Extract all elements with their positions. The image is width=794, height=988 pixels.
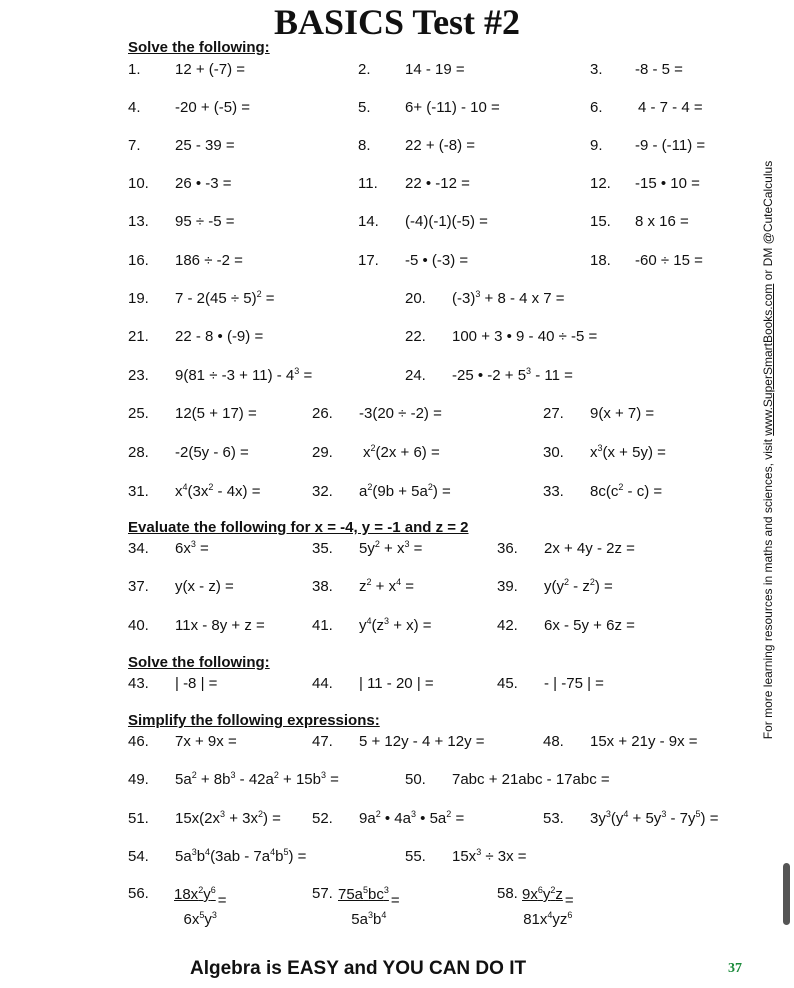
problem-number: 48.: [543, 733, 564, 750]
problem-number: 35.: [312, 540, 333, 557]
problem-number: 15.: [590, 213, 611, 230]
problem-number: 42.: [497, 617, 518, 634]
problem-expression: -2(5y - 6) =: [175, 444, 249, 461]
fraction-numerator: $9x^6y^2z$: [522, 885, 563, 903]
problem-expression: -9 - (-11) =: [635, 137, 706, 154]
problem-number: 49.: [128, 771, 149, 788]
problem-number: 24.: [405, 367, 426, 384]
problem-number: 54.: [128, 848, 149, 865]
problem-number: 38.: [312, 578, 333, 595]
problem-number: 55.: [405, 848, 426, 865]
problem-number: 26.: [312, 405, 333, 422]
problem-number: 50.: [405, 771, 426, 788]
problem-expression: 6+ (-11) - 10 =: [405, 99, 500, 116]
problem-number: 34.: [128, 540, 149, 557]
problem-number: 44.: [312, 675, 333, 692]
problem-expression: 14 - 19 =: [405, 61, 465, 78]
problem-number: 7.: [128, 137, 141, 154]
page-number: 37: [728, 961, 742, 976]
problem-expression: 12(5 + 17) =: [175, 405, 257, 422]
problem-expression: $5a^2 + 8b^3 - 42a^2 + 15b^3$ =: [175, 770, 339, 788]
problem-number: 39.: [497, 578, 518, 595]
problem-expression: - | -75 | =: [544, 675, 604, 692]
problem-expression: 7abc + 21abc - 17abc =: [452, 771, 610, 788]
problem-number: 47.: [312, 733, 333, 750]
problem-expression: 22 + (-8) =: [405, 137, 476, 154]
problem-number: 52.: [312, 810, 333, 827]
fraction-denominator: $5a^3b^4$: [351, 910, 387, 928]
problem-expression: $a^2(9b + 5a^2)$ =: [359, 482, 451, 500]
problem-expression: $z^2 + x^4$ =: [359, 577, 415, 595]
problem-number: 53.: [543, 810, 564, 827]
problem-expression: $(-3)^3 + 8 - 4$ x 7 =: [452, 289, 565, 307]
fraction-expression: [338, 885, 400, 929]
problem-number: 57.: [312, 885, 333, 902]
fraction-expression: [522, 885, 574, 929]
section-heading: Solve the following:: [128, 39, 270, 56]
problem-number: 27.: [543, 405, 564, 422]
problem-number: 56.: [128, 885, 149, 902]
problem-expression: -3(20 ÷ -2) =: [359, 405, 442, 422]
problem-number: 10.: [128, 175, 149, 192]
problem-expression: $8c(c^2 - c)$ =: [590, 482, 663, 500]
problem-expression: 12 + (-7) =: [175, 61, 246, 78]
problem-expression: $9(81 \div -3 + 11) - 4^3$ =: [175, 366, 313, 384]
problem-expression: $y^4(z^3 + x)$ =: [359, 616, 432, 634]
problem-expression: $3y^3(y^4 + 5y^3 - 7y^5)$ =: [590, 809, 719, 827]
problem-number: 28.: [128, 444, 149, 461]
section-heading: Solve the following:: [128, 654, 270, 671]
problem-expression: 25 - 39 =: [175, 137, 235, 154]
problem-number: 30.: [543, 444, 564, 461]
problem-expression: 100 + 3 • 9 - 40 ÷ -5 =: [452, 328, 598, 345]
problem-expression: $x^2(2x + 6)$ =: [363, 443, 440, 461]
problem-number: 19.: [128, 290, 149, 307]
problem-expression: -60 ÷ 15 =: [635, 252, 703, 269]
problem-expression: 5 + 12y - 4 + 12y =: [359, 733, 485, 750]
problem-number: 12.: [590, 175, 611, 192]
problem-expression: $y(y^2 - z^2)$ =: [544, 577, 613, 595]
problem-expression: (-4)(-1)(-5) =: [405, 213, 488, 230]
fraction-numerator: $18x^2y^6$: [174, 885, 216, 903]
problem-expression: 4 - 7 - 4 =: [638, 99, 703, 116]
problem-expression: $15x^3 \div 3x$ =: [452, 847, 527, 865]
problem-number: 17.: [358, 252, 379, 269]
problem-number: 5.: [358, 99, 371, 116]
problem-expression: -20 + (-5) =: [175, 99, 251, 116]
problem-number: 29.: [312, 444, 333, 461]
equals-sign: =: [564, 892, 574, 909]
fraction-expression: [174, 885, 226, 929]
equals-sign: =: [390, 892, 400, 909]
problem-number: 51.: [128, 810, 149, 827]
equals-sign: =: [217, 892, 227, 909]
problem-number: 16.: [128, 252, 149, 269]
problem-expression: $x^3(x + 5y)$ =: [590, 443, 666, 461]
problem-expression: -15 • 10 =: [635, 175, 700, 192]
section-heading: Evaluate the following for x = -4, y = -1 and z = 2: [128, 519, 469, 536]
problem-expression: 15x + 21y - 9x =: [590, 733, 698, 750]
footer-slogan: Algebra is EASY and YOU CAN DO IT: [190, 958, 527, 979]
side-note-text: For more learning resources in maths and sciences, visit: [761, 435, 775, 740]
problem-expression: -25 • $-2 + 5^3 - 11$ =: [452, 366, 573, 384]
problem-expression: 8 x 16 =: [635, 213, 689, 230]
problem-expression: $x^4(3x^2 - 4x)$ =: [175, 482, 261, 500]
problem-number: 22.: [405, 328, 426, 345]
problem-expression: -5 • (-3) =: [405, 252, 469, 269]
problem-expression: $9a^2$ • $4a^3$ • $5a^2$ =: [359, 809, 465, 827]
fraction-denominator: $6x^5y^3$: [183, 910, 217, 928]
problem-expression: $5a^3b^4(3ab - 7a^4b^5)$ =: [175, 847, 307, 865]
problem-expression: 7x + 9x =: [175, 733, 237, 750]
problem-expression: 6x - 5y + 6z =: [544, 617, 635, 634]
section-heading: Simplify the following expressions:: [128, 712, 380, 729]
problem-number: 9.: [590, 137, 603, 154]
problem-expression: 22 • -12 =: [405, 175, 470, 192]
problem-number: 18.: [590, 252, 611, 269]
problem-number: 46.: [128, 733, 149, 750]
side-note: [760, 140, 776, 760]
problem-expression: 2x + 4y - 2z =: [544, 540, 635, 557]
problem-expression: $5y^2 + x^3$ =: [359, 539, 423, 557]
problem-number: 6.: [590, 99, 603, 116]
problem-number: 58.: [497, 885, 518, 902]
problem-number: 37.: [128, 578, 149, 595]
problem-expression: 95 ÷ -5 =: [175, 213, 235, 230]
problem-number: 40.: [128, 617, 149, 634]
problem-expression: $15x(2x^3 + 3x^2)$ =: [175, 809, 281, 827]
problem-number: 11.: [358, 175, 378, 192]
problem-number: 33.: [543, 483, 564, 500]
problem-expression: $6x^3$ =: [175, 539, 209, 557]
problem-number: 21.: [128, 328, 149, 345]
problem-number: 43.: [128, 675, 149, 692]
problem-expression: | 11 - 20 | =: [359, 675, 434, 692]
problem-expression: 22 - 8 • (-9) =: [175, 328, 264, 345]
problem-number: 4.: [128, 99, 141, 116]
fraction-numerator: $75a^5bc^3$: [338, 885, 389, 903]
problem-number: 32.: [312, 483, 333, 500]
problem-number: 8.: [358, 137, 371, 154]
scrollbar-thumb[interactable]: [783, 863, 790, 925]
problem-expression: 186 ÷ -2 =: [175, 252, 243, 269]
problem-expression: $7 - 2(45 \div 5)^2$ =: [175, 289, 275, 307]
problem-expression: | -8 | =: [175, 675, 218, 692]
problem-number: 1.: [128, 61, 141, 78]
problem-expression: y(x - z) =: [175, 578, 234, 595]
problem-expression: 9(x + 7) =: [590, 405, 655, 422]
problem-number: 41.: [312, 617, 333, 634]
problem-number: 13.: [128, 213, 149, 230]
page-title: BASICS Test #2: [273, 2, 521, 42]
problem-number: 31.: [128, 483, 149, 500]
problem-number: 20.: [405, 290, 426, 307]
problem-expression: -8 - 5 =: [635, 61, 683, 78]
side-note-link[interactable]: www.SuperSmartBooks.com: [761, 283, 775, 436]
problem-number: 36.: [497, 540, 518, 557]
problem-expression: 26 • -3 =: [175, 175, 232, 192]
problem-expression: 11x - 8y + z =: [175, 617, 265, 634]
fraction-denominator: $81x^4yz^6$: [523, 910, 573, 928]
side-note-tail: or DM @CuteCalculus: [761, 160, 775, 284]
problem-number: 23.: [128, 367, 149, 384]
problem-number: 45.: [497, 675, 518, 692]
problem-number: 3.: [590, 61, 603, 78]
problem-number: 2.: [358, 61, 371, 78]
problem-number: 14.: [358, 213, 379, 230]
problem-number: 25.: [128, 405, 149, 422]
